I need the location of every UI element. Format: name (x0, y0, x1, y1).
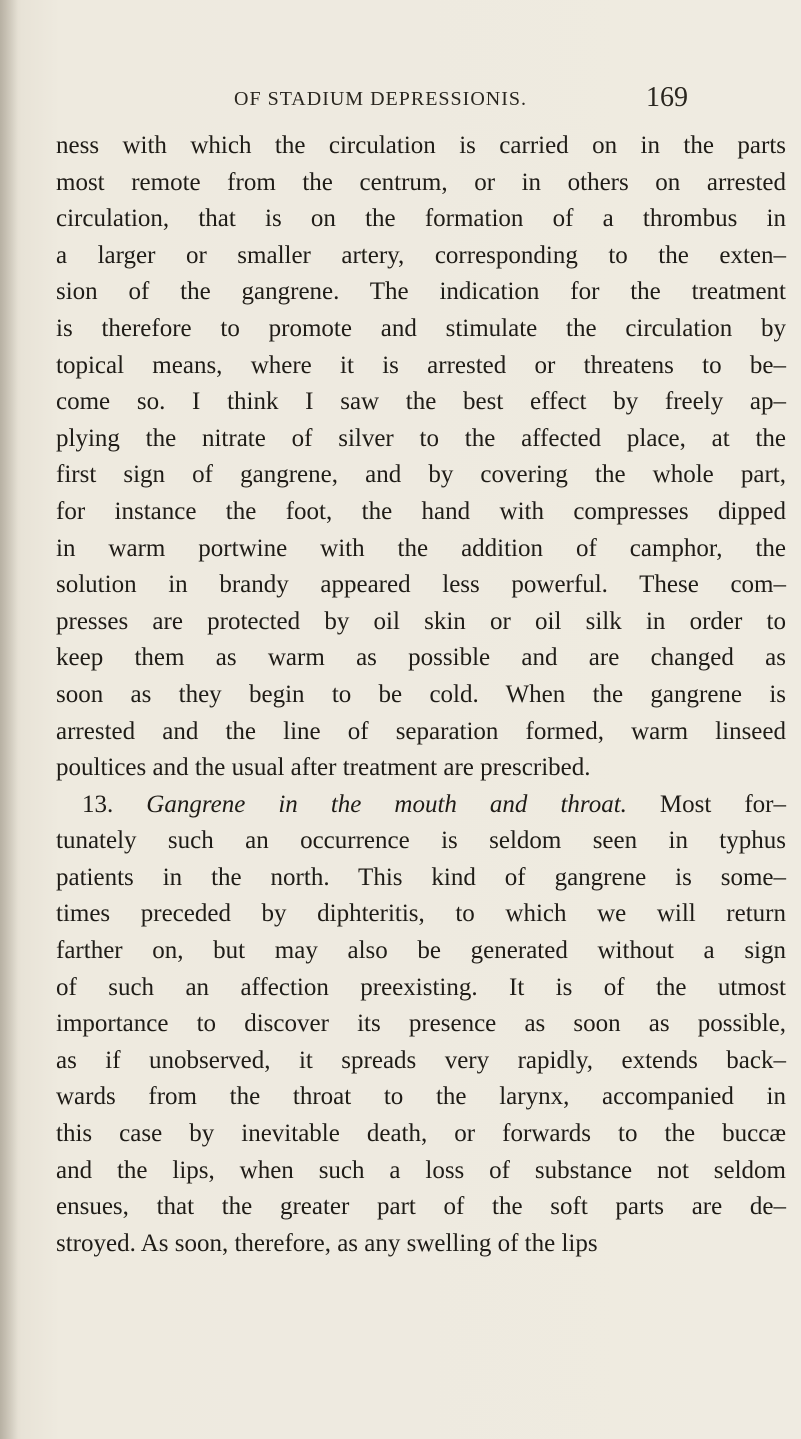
text-line: most remote from the centrum, or in others on arrested (56, 168, 786, 196)
text-line: and the lips, when such a loss of substance not seldom (56, 1156, 786, 1184)
text-line: circulation, that is on the formation of a thrombus in (56, 205, 786, 233)
text-line: times preceded by diphteritis, to which we will return (56, 900, 786, 928)
text-line: farther on, but may also be generated without a sign (56, 937, 786, 965)
running-title: OF STADIUM DEPRESSIONIS. (234, 88, 527, 110)
text-line: a larger or smaller artery, corresponding to the exten– (56, 241, 786, 269)
section-first-line-rest: Most for– (659, 790, 787, 818)
section-heading-line (56, 787, 786, 824)
text-line: come so. I think I saw the best effect by freely ap– (56, 388, 786, 416)
text-line: as if unobserved, it spreads very rapidly, extends back– (56, 1046, 786, 1074)
text-line: presses are protected by oil skin or oil silk in order to (56, 607, 786, 635)
text-line: soon as they begin to be cold. When the gangrene is (56, 680, 786, 708)
text-line: keep them as warm as possible and are changed as (56, 644, 786, 672)
text-line: topical means, where it is arrested or threatens to be– (56, 351, 786, 379)
text-line: of such an affection preexisting. It is of the utmost (56, 973, 786, 1001)
text-line: this case by inevitable death, or forwards to the buccæ (56, 1120, 786, 1148)
section-number: 13. (82, 790, 114, 818)
text-line: solution in brandy appeared less powerful. These com– (56, 571, 786, 599)
text-line: first sign of gangrene, and by covering the whole part, (56, 461, 786, 489)
section-title: Gangrene in the mouth and throat. (146, 790, 627, 818)
binding-gutter-shadow (0, 0, 18, 1439)
text-line: arrested and the line of separation formed, warm linseed (56, 717, 786, 745)
text-line: sion of the gangrene. The indication for the treatment (56, 278, 786, 306)
text-line: wards from the throat to the larynx, accompanied in (56, 1083, 786, 1111)
text-line: is therefore to promote and stimulate the circulation by (56, 314, 786, 342)
page-number: 169 (646, 82, 688, 113)
text-line: stroyed. As soon, therefore, as any swelling of the lips (56, 1229, 598, 1257)
text-line: ness with which the circulation is carried on in the parts (56, 132, 786, 159)
text-line: for instance the foot, the hand with compresses dipped (56, 497, 786, 525)
text-line: ensues, that the greater part of the soft parts are de– (56, 1193, 786, 1221)
text-line: tunately such an occurrence is seldom seen in typhus (56, 827, 786, 855)
text-line: poultices and the usual after treatment are prescribed. (56, 754, 591, 782)
body-text (56, 128, 786, 1262)
text-line: importance to discover its presence as soon as possible, (56, 1010, 786, 1038)
text-line: patients in the north. This kind of gangrene is some– (56, 863, 786, 891)
text-line: plying the nitrate of silver to the affected place, at the (56, 424, 786, 452)
text-line: in warm portwine with the addition of camphor, the (56, 534, 786, 562)
page-header (0, 78, 801, 118)
